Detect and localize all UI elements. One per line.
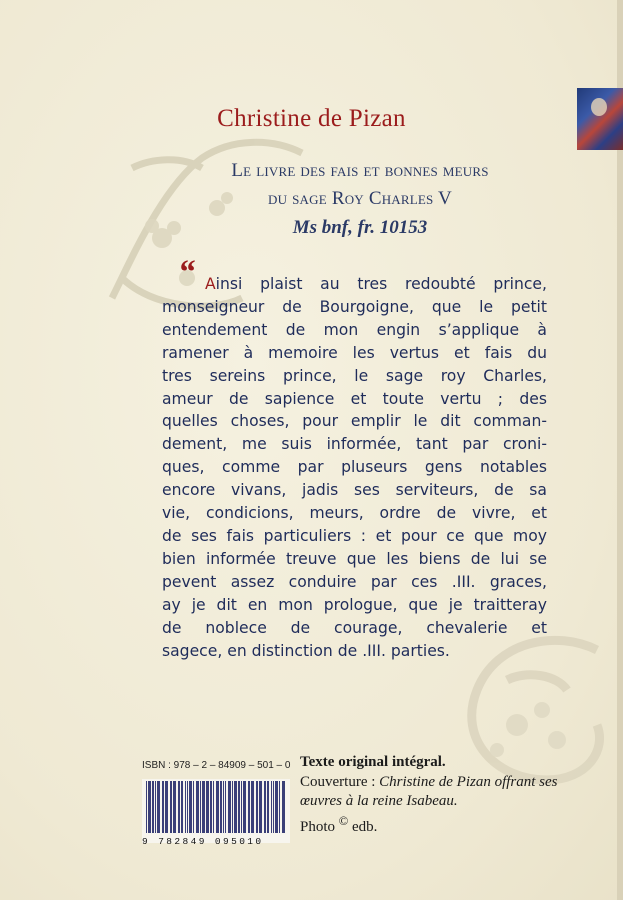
barcode-bar: [202, 781, 205, 833]
barcode-bar: [243, 781, 246, 833]
quote-line: encore vivans, jadis ses serviteurs, de sa: [162, 481, 547, 500]
barcode-bar: [264, 781, 266, 833]
barcode-bar: [157, 781, 160, 833]
barcode-bar: [146, 781, 147, 833]
barcode-bar: [228, 781, 231, 833]
barcode-bar: [189, 781, 192, 833]
cover-title-continued: œuvres à la reine Isabeau.: [300, 793, 458, 809]
barcode-bar: [234, 781, 237, 833]
barcode-bar: [279, 781, 280, 833]
isbn-label: ISBN : 978 – 2 – 84909 – 501 – 0: [142, 760, 291, 771]
quote-text: [162, 273, 547, 662]
barcode-bar: [282, 781, 285, 833]
barcode-bar: [210, 781, 212, 833]
barcode-bar: [200, 781, 201, 833]
quote-line: ques, comme par pluseurs gens notables: [162, 458, 547, 477]
quote-line: entendement de mon engin s’applique à: [162, 320, 547, 339]
barcode-bar: [178, 781, 180, 833]
barcode-bar: [165, 781, 168, 833]
barcode-bar: [223, 781, 224, 833]
barcode-bar: [256, 781, 258, 833]
barcode-bar: [196, 781, 199, 833]
barcode: [142, 779, 290, 843]
quote-line: ay je dit en mon prologue, que je traitteray: [162, 595, 547, 614]
barcode-bar: [213, 781, 214, 833]
barcode-bar: [248, 781, 250, 833]
barcode-bar: [185, 781, 186, 833]
edition-info: [300, 753, 600, 837]
barcode-bar: [241, 781, 242, 833]
quote-line: pevent assez conduire par ces .III. graces,: [162, 572, 547, 591]
quote-line: bien informée treuve que les biens de lui se: [162, 549, 547, 568]
barcode-bar: [206, 781, 209, 833]
barcode-bar: [193, 781, 194, 833]
cover-title: Christine de Pizan offrant ses: [379, 773, 558, 790]
quote-line: quelles choses, pour emplir le dit comman-: [162, 412, 547, 431]
barcode-bar: [275, 781, 278, 833]
edition-note: Texte original intégral.: [300, 754, 446, 770]
barcode-bar: [152, 781, 154, 833]
book-title-line-1: Le livre des fais et bonnes meurs: [231, 160, 489, 181]
barcode-bar: [170, 781, 172, 833]
barcode-bar: [216, 781, 219, 833]
quote-line: vie, condicions, meurs, ordre de vivre, et: [162, 504, 547, 523]
barcode-bar: [148, 781, 151, 833]
barcode-bar: [273, 781, 274, 833]
quote-line: tres sereins prince, le sage roy Charles,: [162, 366, 547, 385]
quote-line: de noblece de courage, chevalerie et: [162, 618, 547, 637]
author-name: Christine de Pizan: [217, 105, 406, 132]
barcode-bar: [238, 781, 240, 833]
cover-label: Couverture :: [300, 773, 380, 790]
barcode-bar: [220, 781, 222, 833]
copyright-symbol: ©: [338, 813, 349, 828]
barcode-bar: [162, 781, 164, 833]
barcode-bar: [232, 781, 233, 833]
barcode-bar: [187, 781, 188, 833]
cover-credit-line: [300, 773, 600, 793]
barcode-digits: 9 782849 095010: [142, 836, 264, 847]
barcode-bar: [181, 781, 183, 833]
quote-line: monseigneur de Bourgoigne, que le petit: [162, 297, 547, 316]
barcode-bar: [173, 781, 176, 833]
quote-line: Ainsi plaist au tres redoubté prince,: [205, 275, 547, 293]
quote-line: sagece, en distinction de .III. parties.: [162, 641, 450, 660]
drop-cap: A: [205, 275, 216, 293]
barcode-bar: [251, 781, 254, 833]
quote-line: ameur de sapience et toute vertu ; des: [162, 389, 547, 408]
photo-credit: Photo © edb.: [300, 813, 378, 835]
opening-quote-mark: “: [178, 254, 195, 291]
book-title-line-2: du sage Roy Charles V: [268, 188, 452, 209]
quote-line: de ses fais particuliers : et pour ce que moy: [162, 526, 547, 545]
barcode-bar: [271, 781, 272, 833]
manuscript-reference: Ms bnf, fr. 10153: [292, 217, 428, 238]
barcode-bar: [259, 781, 262, 833]
barcode-bar: [225, 781, 226, 833]
quote-line: dement, me suis informée, tant par croni-: [162, 435, 547, 454]
barcode-bar: [267, 781, 269, 833]
quote-line: ramener à memoire les vertus et fais du: [162, 343, 547, 362]
barcode-bar: [155, 781, 156, 833]
